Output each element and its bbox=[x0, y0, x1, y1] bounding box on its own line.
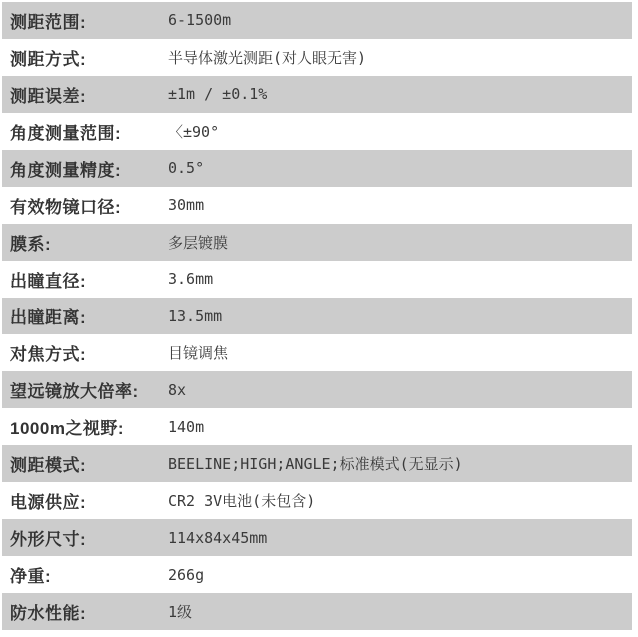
spec-label: 电源供应: bbox=[10, 493, 87, 513]
spec-value: CR2 3V电池(未包含) bbox=[168, 492, 316, 511]
spec-value: 1级 bbox=[168, 602, 193, 621]
spec-label: 出瞳直径: bbox=[10, 271, 87, 291]
spec-label: 测距方式: bbox=[10, 49, 87, 69]
spec-value: BEELINE;HIGH;ANGLE;标准模式(无显示) bbox=[168, 455, 463, 474]
spec-value: 多层镀膜 bbox=[168, 233, 229, 252]
spec-row bbox=[2, 334, 632, 371]
spec-value: 8x bbox=[168, 380, 187, 399]
spec-label: 测距误差: bbox=[10, 86, 87, 106]
spec-row bbox=[2, 556, 632, 593]
spec-row bbox=[2, 76, 632, 113]
spec-label: 出瞳距离: bbox=[10, 308, 87, 328]
spec-value: 114x84x45mm bbox=[168, 528, 268, 547]
spec-row bbox=[2, 224, 632, 261]
spec-label: 角度测量范围: bbox=[10, 123, 122, 143]
spec-row bbox=[2, 371, 632, 408]
spec-row bbox=[2, 445, 632, 482]
spec-row bbox=[2, 39, 632, 76]
spec-label: 防水性能: bbox=[10, 603, 87, 623]
spec-value: 140m bbox=[168, 417, 205, 436]
spec-label: 有效物镜口径: bbox=[10, 197, 122, 217]
spec-label: 对焦方式: bbox=[10, 345, 87, 365]
spec-row bbox=[2, 519, 632, 556]
spec-row bbox=[2, 482, 632, 519]
spec-label: 净重: bbox=[10, 567, 52, 587]
spec-value: 6-1500m bbox=[168, 11, 232, 30]
spec-value: 13.5mm bbox=[168, 306, 223, 325]
spec-row bbox=[2, 593, 632, 630]
spec-value: 266g bbox=[168, 565, 205, 584]
spec-label: 膜系: bbox=[10, 234, 52, 254]
spec-value: 〈±90° bbox=[168, 122, 220, 141]
spec-table bbox=[2, 2, 632, 630]
spec-label: 1000m之视野: bbox=[10, 419, 125, 439]
spec-row bbox=[2, 2, 632, 39]
spec-value: 0.5° bbox=[168, 159, 205, 178]
spec-label: 角度测量精度: bbox=[10, 160, 122, 180]
spec-row bbox=[2, 298, 632, 335]
spec-value: ±1m / ±0.1% bbox=[168, 85, 268, 104]
spec-value: 目镜调焦 bbox=[168, 344, 229, 363]
spec-row bbox=[2, 150, 632, 187]
spec-label: 测距模式: bbox=[10, 456, 87, 476]
spec-value: 30mm bbox=[168, 196, 205, 215]
spec-row bbox=[2, 261, 632, 298]
spec-label: 外形尺寸: bbox=[10, 530, 87, 550]
spec-value: 半导体激光测距(对人眼无害) bbox=[168, 48, 367, 67]
spec-label: 测距范围: bbox=[10, 12, 87, 32]
spec-row bbox=[2, 113, 632, 150]
spec-value: 3.6mm bbox=[168, 270, 214, 289]
spec-row bbox=[2, 187, 632, 224]
spec-label: 望远镜放大倍率: bbox=[10, 382, 139, 402]
spec-row bbox=[2, 408, 632, 445]
